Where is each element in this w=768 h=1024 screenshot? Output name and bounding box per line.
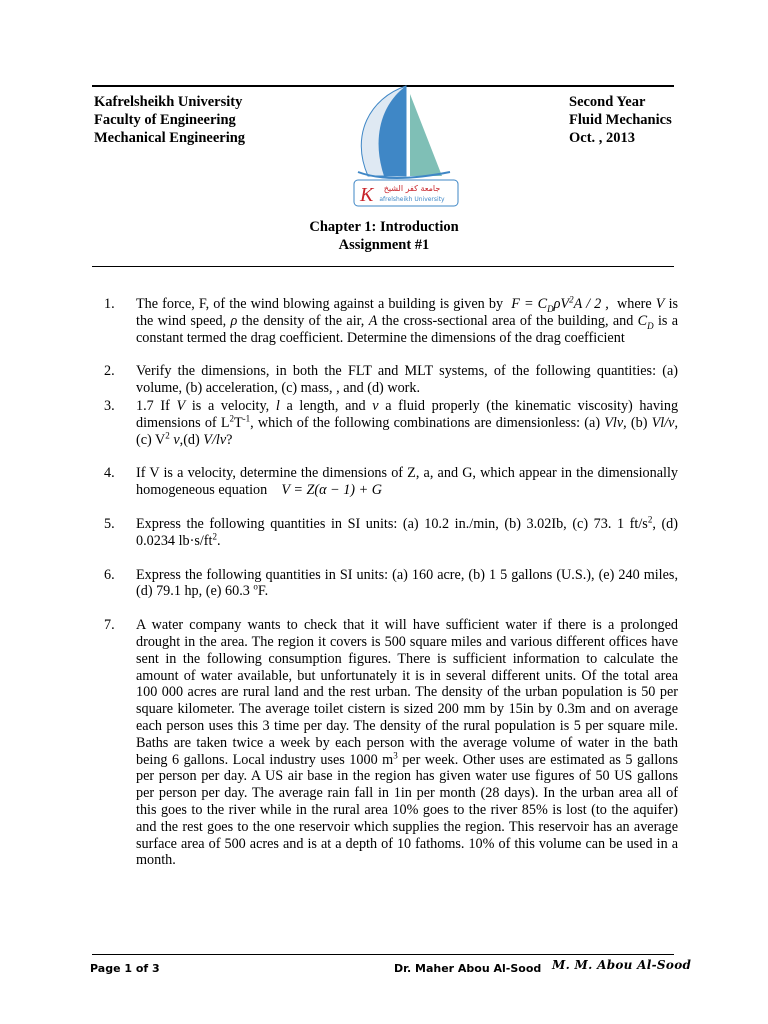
university-name: Kafrelsheikh University [94,94,243,110]
header-left [94,93,245,147]
question-text: Verify the dimensions, in both the FLT and MLT systems, of the following quantities: (a) volume, (b) acceleration, (c) mass, , and (d) work. [136,363,678,397]
year-label: Second Year [569,94,646,110]
course-label: Fluid Mechanics [569,112,672,128]
footer-rule [92,954,674,955]
question-number: 6. [104,566,115,583]
question-text: A water company wants to check that it will have sufficient water if there is a prolonged drought in the area. The region it covers is 500 square miles and various different offices have sent in the following consumption figures. There is sufficient information to calculate the amount of water available, but unfortunately it is in several different units. Of the total area 100 000 acres are rural land and the rest urban. The density of the urban population is 50 per square kilometer. The average toilet cistern is sized 200 mm by 15in by 0.3m and on average each person uses this 3 time per day. The density of the rural population is 5 per square mile. Baths are taken twice a week by each person with the average volume of water in the bath being 6 gallons. Local industry uses 1000 $m^3$ per week. Other uses are estimated as 5 gallons per person per day. A US air base in the region has given water use figures of 50 US gallons per person per day. The average rain fall in 1in per month (28 days). In the urban area all of this goes to the river while in the rural area 10% goes to the river 85% is lost (to the aquifer) and the rest goes to the one reservoir which supplies the region. This reservoir has an average surface area of 500 acres and is at a depth of 10 fathoms. 10% of this volume can be used in a month. [136,617,678,869]
chapter-title: Chapter 1: Introduction [309,219,459,235]
question-6: 6. Express the following quantities in SI units: (a) 160 acre, (b) 1 5 gallons (U.S.), (e) 240 miles, (d) 79.1 hp, (e) 60.3 $^o$F. [104,566,678,600]
page-number: Page 1 of 3 [90,962,160,975]
assignment-number: Assignment #1 [338,237,430,253]
logo-english-text: afrelsheikh University [379,196,445,203]
department-name: Mechanical Engineering [94,130,246,146]
logo-sail-teal [410,94,442,176]
question-5: 5. Express the following quantities in SI units: (a) 10.2 in./min, (b) 3.02Ib, (c) 73. 1 $ft/s^2$, (d) 0.0234 $lb\cdot s/ft^2$. [104,514,678,549]
question-number: 2. [104,363,115,380]
question-4: 4. If V is a velocity, determine the dimensions of Z, a, and G, which appear in the dimensionally homogeneous equation V = Z(α − 1) + G [104,465,678,499]
homogeneous-equation: V = Z(α − 1) + G [281,482,382,499]
university-logo [340,80,474,210]
drag-force-equation: $F = C_D\rho V^2A / 2$ , [507,294,613,314]
logo-initial: K [360,184,374,206]
date-label: Oct. , 2013 [569,130,636,146]
question-2 [104,363,678,397]
question-number: 5. [104,515,115,532]
author-signature: M. M. Abou Al-Sood [552,958,692,972]
faculty-name: Faculty of Engineering [94,112,236,128]
title-rule [92,266,674,267]
question-number: 7. [104,617,115,634]
question-number: 3. [104,397,115,414]
question-list [104,296,678,869]
question-3: 3. 1.7 If V is a velocity, l a length, and v a fluid properly (the kinematic viscosity) having dimensions of $L^2T^{-1}$, which of the following combinations are dimensionless: (a) Vlv, (b) Vl/v, (c) $V^2$ v,(d) V/lv? [104,397,679,448]
question-7 [104,617,678,869]
author-name: Dr. Maher Abou Al-Sood [394,962,542,975]
question-number: 1. [104,296,115,312]
question-number: 4. [104,465,115,482]
assignment-title [0,218,768,254]
logo-arabic-text: جامعة كفر الشيخ [383,184,441,193]
header-right [569,93,672,147]
question-1: 1. The force, F, of the wind blowing against a building is given by $F = C_D\rho V^2A / 2$ , where V is the wind speed, ρ the density of the air, A the cross-sectional area of the building, and $C_D$ is a constant termed the drag coefficient. Determine the dimensions of the drag coefficient [104,294,679,346]
